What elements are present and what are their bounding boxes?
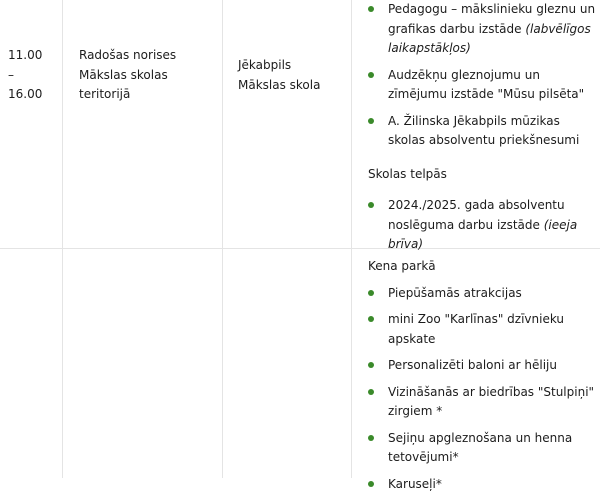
event-text: A. Žilinska Jēkabpils mūzikas skolas absolventu priekšnesumi bbox=[388, 113, 580, 147]
bullet-icon bbox=[368, 481, 374, 487]
event-list bbox=[352, 0, 600, 151]
bullet-icon bbox=[368, 202, 374, 208]
list-item bbox=[352, 383, 600, 422]
event-list bbox=[352, 284, 600, 495]
bullet-icon bbox=[368, 435, 374, 441]
time-start: 11.00 bbox=[8, 48, 43, 62]
event-text: Karuseļi* bbox=[388, 476, 442, 491]
bullet-icon bbox=[368, 290, 374, 296]
list-item bbox=[352, 66, 600, 105]
event-text: Piepūšamās atrakcijas bbox=[388, 285, 522, 300]
time-dash: – bbox=[8, 67, 14, 82]
location-cell bbox=[238, 56, 338, 95]
bullet-icon bbox=[368, 362, 374, 368]
section-heading: Kena parkā bbox=[368, 259, 436, 273]
bullet-icon bbox=[368, 316, 374, 322]
time-end: 16.00 bbox=[8, 87, 43, 101]
event-text: Sejiņu apgleznošana un henna tetovējumi* bbox=[388, 430, 573, 464]
event-note: (labvēlīgos laikapstākļos) bbox=[388, 21, 591, 55]
time-cell bbox=[8, 46, 48, 105]
activity-line: teritorijā bbox=[79, 87, 131, 101]
activity-line: Radošas norises bbox=[79, 48, 177, 62]
event-text: 2024./2025. gada absolventu noslēguma darbu izstāde bbox=[388, 198, 565, 232]
event-text: Pedagogu – mākslinieku gleznu un grafikas darbu izstāde bbox=[388, 2, 596, 36]
location-line: Jēkabpils bbox=[238, 58, 292, 72]
activity-cell bbox=[79, 46, 209, 105]
list-item bbox=[352, 475, 600, 495]
bullet-icon bbox=[368, 389, 374, 395]
event-list bbox=[352, 196, 600, 255]
list-item bbox=[352, 0, 600, 59]
bullet-icon bbox=[368, 72, 374, 78]
list-item bbox=[352, 284, 600, 304]
list-item bbox=[352, 356, 600, 376]
event-text: mini Zoo "Karlīnas" dzīvnieku apskate bbox=[388, 312, 565, 346]
event-text: Audzēkņu gleznojumu un zīmējumu izstāde "Mūsu pilsēta" bbox=[388, 67, 585, 101]
list-item bbox=[352, 196, 600, 255]
event-text: Vizināšanās ar biedrības "Stulpiņi" zirgiem * bbox=[388, 384, 595, 418]
events-cell bbox=[352, 257, 600, 501]
column-divider bbox=[222, 0, 223, 478]
event-text: Personalizēti baloni ar hēliju bbox=[388, 358, 557, 372]
bullet-icon bbox=[368, 118, 374, 124]
column-divider bbox=[62, 0, 63, 478]
events-cell bbox=[352, 0, 600, 262]
list-item bbox=[352, 429, 600, 468]
list-item bbox=[352, 112, 600, 151]
activity-line: Mākslas skolas bbox=[79, 67, 168, 82]
list-item bbox=[352, 310, 600, 349]
section-heading: Skolas telpās bbox=[368, 166, 447, 181]
bullet-icon bbox=[368, 6, 374, 12]
event-note: (ieeja brīva) bbox=[388, 217, 578, 251]
location-line: Mākslas skola bbox=[238, 77, 321, 92]
